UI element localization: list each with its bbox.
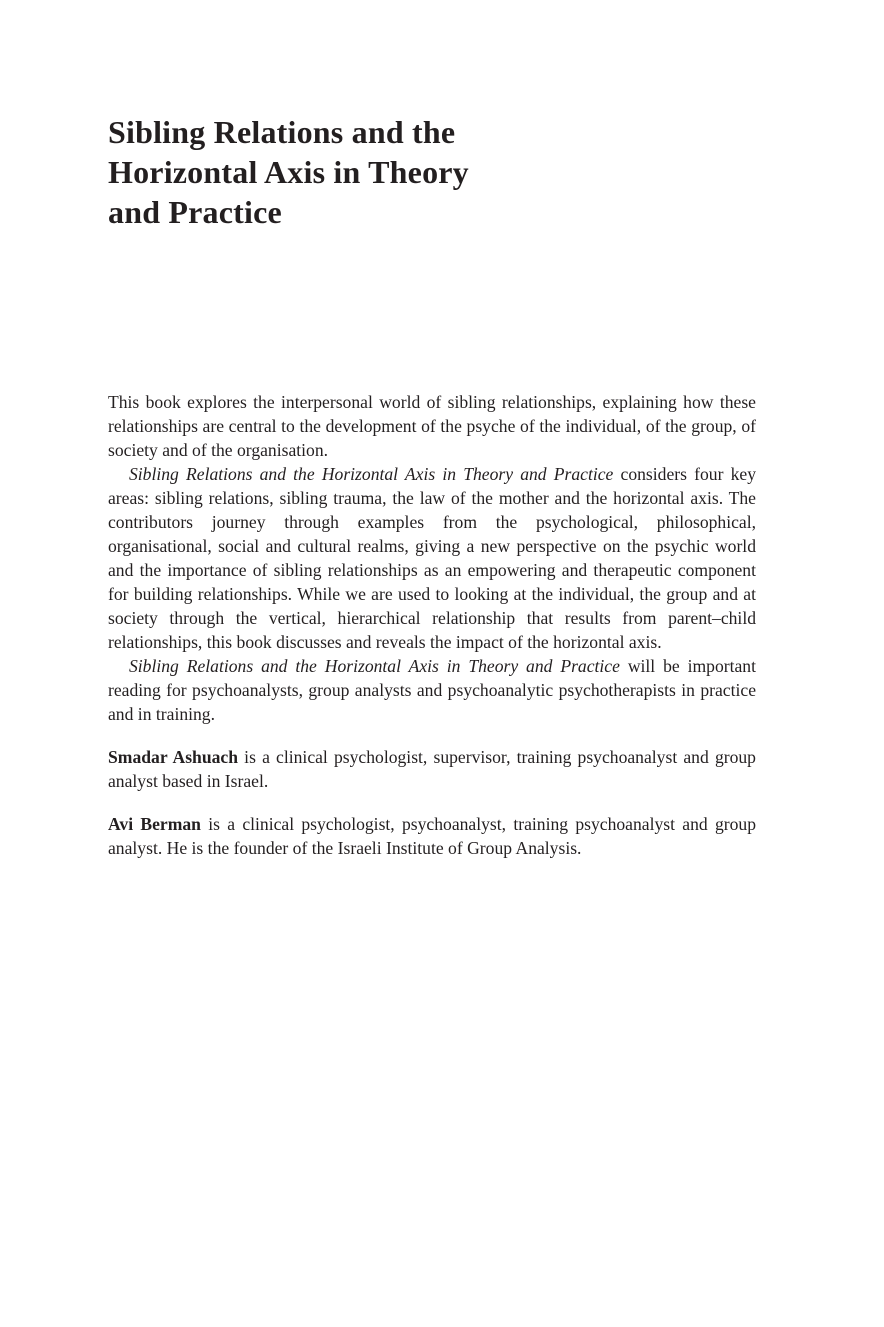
description-paragraph: This book explores the interpersonal world of sibling relationships, explaining how these relationships are central to the development of the psyche of the individual, of the group, of society and of the organisation. [108, 392, 756, 460]
author-bio [108, 745, 756, 793]
paragraph-text: considers four key areas: sibling relations, sibling trauma, the law of the mother and the horizontal axis. The contributors journey through examples from the psychological, philosophical, organisational, social and cultural realms, giving a new perspective on the psychic world and the importance of sibling relationships as an empowering and therapeutic component for building relationships. While we are used to looking at the individual, the group and at society through the vertical, hierarchical relationship that results from parent–child relationships, this book discusses and reveals the impact of the horizontal axis. [108, 464, 756, 652]
paragraph-text: will be important reading for psychoanalysts, group analysts and psychoanalytic psychotherapists in practice and in training. [108, 656, 756, 724]
author-bio-text: is a clinical psychologist, psychoanalyst, training psychoanalyst and group analyst. He is the founder of the Israeli Institute of Group Analysis. [108, 814, 756, 858]
book-title-line: Sibling Relations and the [108, 114, 456, 150]
author-name: Smadar Ashuach [108, 747, 239, 767]
description-paragraph [108, 654, 756, 726]
author-bio-text: is a clinical psychologist, supervisor, training psychoanalyst and group analyst based in Israel. [108, 747, 756, 791]
book-title-reference: Sibling Relations and the Horizontal Axis in Theory and Practice [129, 656, 620, 676]
author-bio [108, 812, 756, 860]
book-title-line: and Practice [108, 194, 282, 230]
description-paragraph [108, 462, 756, 654]
book-title-reference: Sibling Relations and the Horizontal Axis in Theory and Practice [129, 464, 614, 484]
book-description [108, 390, 756, 860]
book-title [108, 112, 628, 232]
author-name: Avi Berman [108, 814, 201, 834]
book-title-line: Horizontal Axis in Theory [108, 154, 469, 190]
